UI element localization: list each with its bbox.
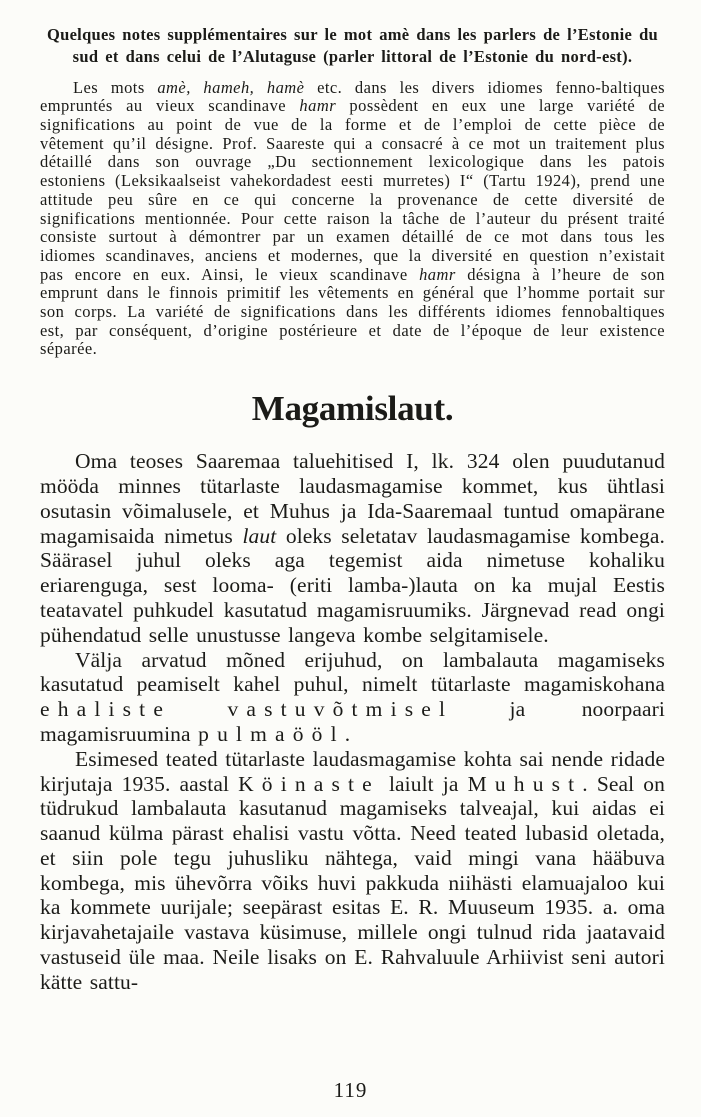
italic-term: hamr (419, 264, 456, 284)
article-title: Quelques notes supplémentaires sur le mot amè dans les parlers de l’Estonie du sud et dans celui de l’Alutaguse (parler littoral de l’Estonie du nord-est). (46, 25, 659, 66)
estonian-paragraph-3 (40, 747, 665, 995)
emphasized-term-spaced: vastuvõtmisel (227, 697, 454, 722)
emphasized-term-spaced: Köinaste (238, 771, 380, 796)
emphasized-term-spaced: Muhust (467, 771, 583, 796)
estonian-paragraph-2 (40, 648, 665, 747)
italic-term: amè, hameh, hamè (157, 77, 305, 97)
emphasized-term-spaced: ehaliste (40, 697, 172, 722)
text-run: Välja arvatud mõned erijuhud, on lambalauta magamiseks kasutatud peamiselt kahel puhul, nimelt tütarlaste magamiskohana (40, 647, 665, 697)
french-abstract-paragraph (40, 79, 665, 360)
text-run: oleks seletatav laudasmagamise kombega. Säärasel juhul oleks aga tegemist aida nimetuse kohaliku eriarenguga, sest looma- (eriti lamba-)lauta on ka mujal Eestis teatavatel puhkudel kasutatud magamisruumiks. Järgnevad read ongi pühendatud selle unustusse langeva kombe selgitamisele. (40, 523, 665, 647)
estonian-paragraph-1 (40, 449, 665, 647)
italic-term: hamr (299, 96, 337, 116)
text-run: . Seal on tüdrukud lambalauta kasutanud magamiseks talveajal, kui aidas ei saanud külma pärast ehalisi vastu võtta. Need teated lubasid oletada, et siin pole tegu juhusliku nähtega, vaid mingi vana hääbuva kombega, mis ühevõrra võiks huvi pakkuda niihästi elamuajaloo kui ka kommete uurijale; seepärast esitas E. R. Muuseum 1935. a. oma kirjavahetajaile vastava küsimuse, millele ongi tulnud rida jaatavaid vastuseid üle maa. Neile lisaks on E. Rahvaluule Arhiivist seni autori kätte sattu- (40, 771, 665, 994)
text-run: . (344, 721, 351, 746)
italic-term: laut (242, 523, 277, 548)
text-run (171, 697, 227, 721)
page-number: 119 (333, 1078, 368, 1102)
text-run: ja noorpaari magamisruumina (40, 697, 665, 746)
section-heading: Magamislaut. (251, 389, 454, 429)
emphasized-term-spaced: pulmaööl (198, 721, 345, 746)
text-run: désigna à l’heure de son emprunt dans le finnois primitif les vêtements en général que l’homme portait sur son corps. La variété de significations dans les différents idiomes fennobaltiques est, par conséquent, d’origine postérieure et date de l’époque de leur existence séparée. (40, 264, 665, 359)
text-run: possèdent en eux une large variété de significations au point de vue de la forme et de l’emploi de cette pièce de vêtement qu’il désigne. Prof. Saareste qui a consacré à ce mot un traitement plus détaillé dans son ouvrage „Du sectionnement lexicologique dans les patois estoniens (Leksikaalseist vahekordadest eesti murretes) I“ (Tartu 1924), prend une attitude peu sûre en ce qui concerne la provenance de cette diversité de significations mentionnée. Pour cette raison la tâche de l’auteur du présent traité consiste surtout à démontrer par un examen détaillé de ce mot dans tous les idiomes scandinaves, anciens et modernes, que la diversité en question n’existait pas encore en eux. Ainsi, le vieux scandinave (40, 96, 665, 284)
text-run: etc. dans les divers idiomes fenno-baltiques empruntés au vieux scandinave (40, 77, 665, 116)
text-run: Esimesed teated tütarlaste laudasmagamise kohta sai nende ridade kirjutaja 1935. aastal (40, 746, 665, 796)
text-run: Oma teoses Saaremaa taluehitised I, lk. 324 olen puudutanud mööda minnes tütarlaste laudasmagamise kommet, kus ühtlasi osutasin võimalusele, et Muhus ja Ida-Saaremaal tuntud omapärane magamisaida nimetus (40, 449, 665, 548)
text-run: laiult ja (379, 771, 468, 796)
text-run: Les mots (73, 77, 158, 97)
